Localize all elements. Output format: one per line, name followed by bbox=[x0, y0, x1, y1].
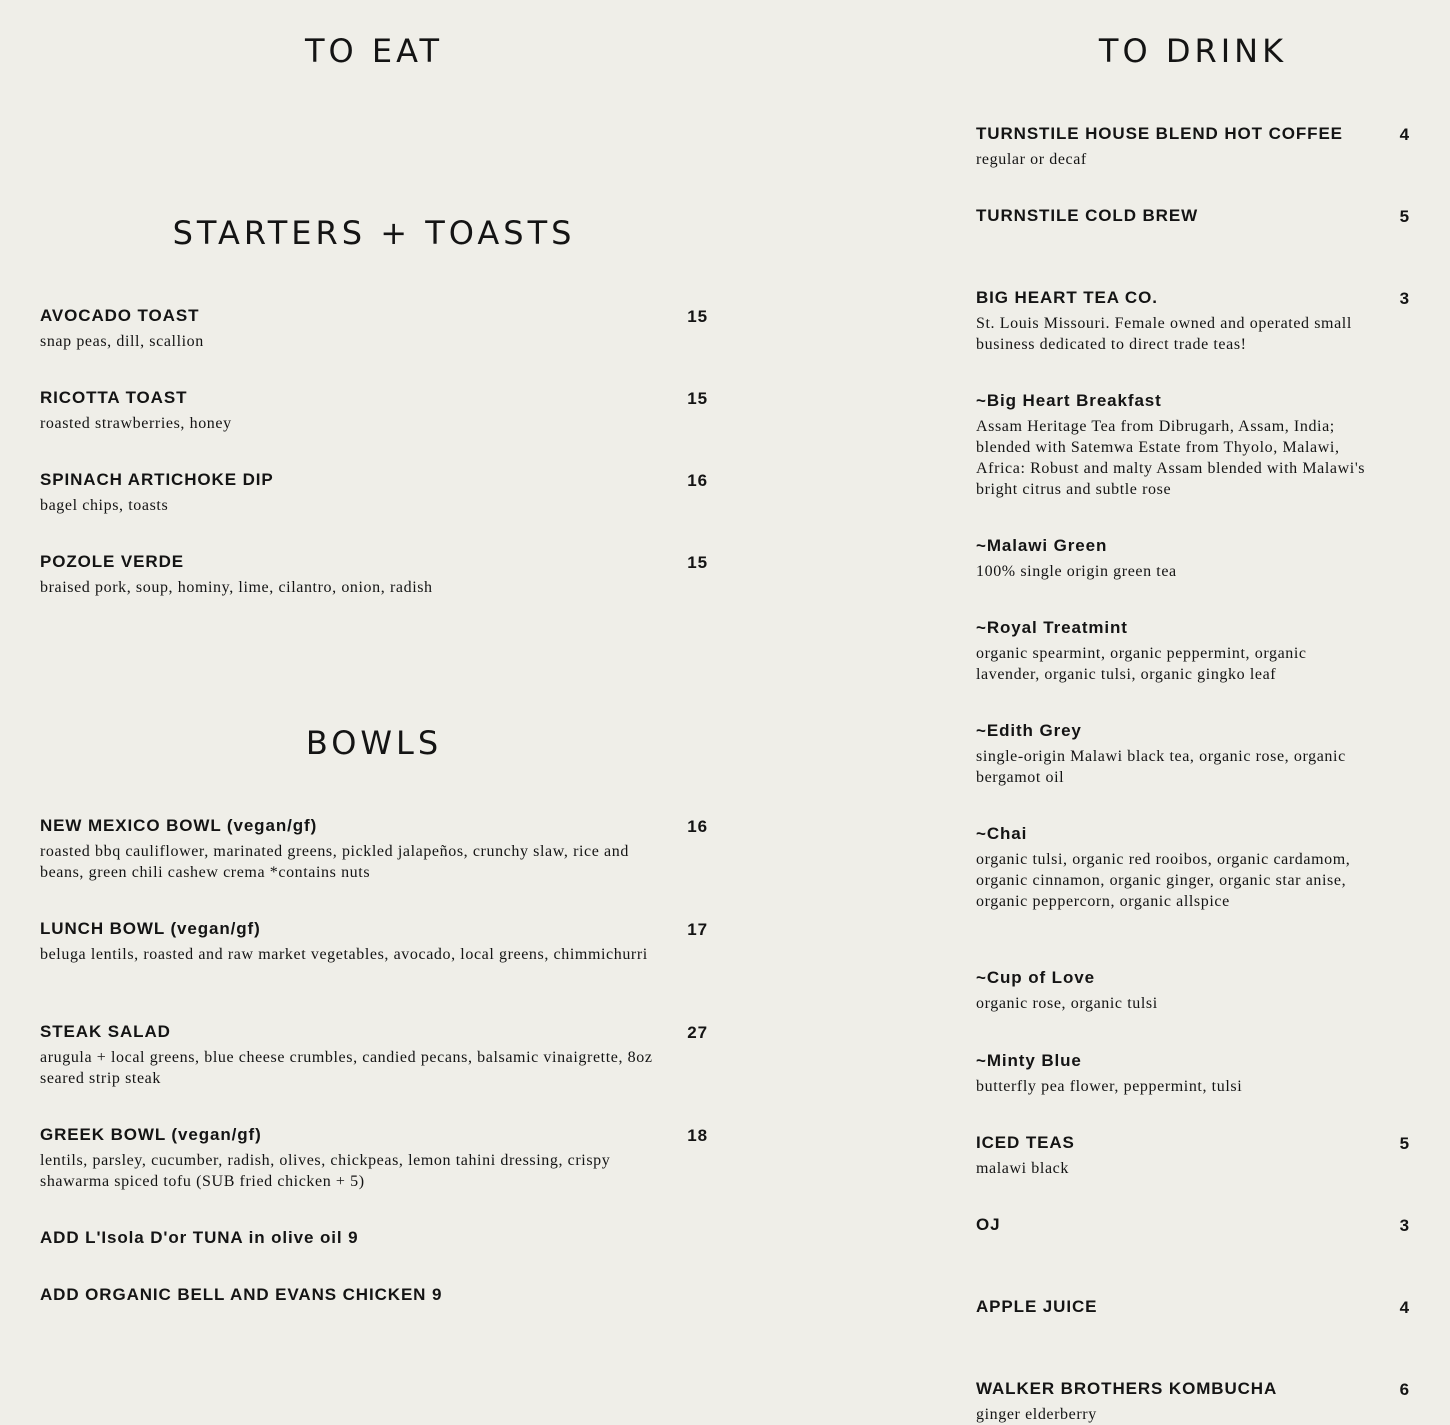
item-name: STEAK SALAD bbox=[40, 1022, 171, 1041]
item-name: LUNCH BOWL (vegan/gf) bbox=[40, 919, 261, 938]
to-drink-heading: TO DRINK bbox=[1098, 32, 1288, 70]
item-name: NEW MEXICO BOWL (vegan/gf) bbox=[40, 816, 318, 835]
addon-chicken: ADD ORGANIC BELL AND EVANS CHICKEN 9 bbox=[40, 1285, 443, 1304]
item-price: 3 bbox=[1399, 289, 1410, 308]
item-name: TURNSTILE COLD BREW bbox=[976, 206, 1199, 225]
item-name: ICED TEAS bbox=[976, 1133, 1075, 1152]
item-name: APPLE JUICE bbox=[976, 1297, 1098, 1316]
item-price: 6 bbox=[1399, 1380, 1410, 1399]
to-eat-heading: TO EAT bbox=[304, 32, 444, 70]
item-description: organic rose, organic tulsi bbox=[976, 995, 1158, 1012]
item-description: butterfly pea flower, peppermint, tulsi bbox=[976, 1078, 1243, 1095]
item-description: single-origin Malawi black tea, organic rose, organic bergamot oil bbox=[976, 748, 1346, 786]
item-name: GREEK BOWL (vegan/gf) bbox=[40, 1125, 262, 1144]
item-description: organic tulsi, organic red rooibos, organic cardamom, organic cinnamon, organic ginger, organic star anise, organic peppercorn, organic allspice bbox=[976, 851, 1351, 910]
item-name: AVOCADO TOAST bbox=[40, 306, 200, 325]
item-description: organic spearmint, organic peppermint, organic lavender, organic tulsi, organic gingko leaf bbox=[976, 645, 1307, 683]
item-price: 16 bbox=[687, 817, 708, 836]
item-price: 5 bbox=[1399, 1134, 1410, 1153]
item-price: 17 bbox=[687, 920, 708, 939]
item-name: ~Edith Grey bbox=[976, 721, 1082, 740]
item-price: 4 bbox=[1399, 1298, 1410, 1317]
addon-tuna: ADD L'Isola D'or TUNA in olive oil 9 bbox=[40, 1228, 359, 1247]
item-description: regular or decaf bbox=[976, 151, 1087, 168]
item-description: roasted strawberries, honey bbox=[40, 415, 232, 432]
item-price: 16 bbox=[687, 471, 708, 490]
item-description: arugula + local greens, blue cheese crumbles, candied pecans, balsamic vinaigrette, 8oz seared strip steak bbox=[40, 1049, 653, 1087]
item-name: TURNSTILE HOUSE BLEND HOT COFFEE bbox=[976, 124, 1343, 143]
item-name: RICOTTA TOAST bbox=[40, 388, 188, 407]
item-name: POZOLE VERDE bbox=[40, 552, 184, 571]
item-price: 15 bbox=[687, 307, 708, 326]
item-description: beluga lentils, roasted and raw market vegetables, avocado, local greens, chimmichurri bbox=[40, 946, 648, 963]
item-description: malawi black bbox=[976, 1160, 1069, 1177]
item-name: BIG HEART TEA CO. bbox=[976, 288, 1158, 307]
item-description: 100% single origin green tea bbox=[976, 563, 1177, 580]
item-description: lentils, parsley, cucumber, radish, olives, chickpeas, lemon tahini dressing, crispy shawarma spiced tofu (SUB fried chicken + 5) bbox=[40, 1152, 611, 1190]
item-description: snap peas, dill, scallion bbox=[40, 333, 204, 350]
item-price: 15 bbox=[687, 553, 708, 572]
item-description: bagel chips, toasts bbox=[40, 497, 169, 514]
item-name: ~Chai bbox=[976, 824, 1028, 843]
item-name: ~Big Heart Breakfast bbox=[976, 391, 1162, 410]
item-price: 15 bbox=[687, 389, 708, 408]
item-description: Assam Heritage Tea from Dibrugarh, Assam, India; blended with Satemwa Estate from Thyolo, Malawi, Africa: Robust and malty Assam blended with Malawi's bright citrus and subtle rose bbox=[976, 418, 1366, 498]
item-price: 18 bbox=[687, 1126, 708, 1145]
item-name: ~Royal Treatmint bbox=[976, 618, 1128, 637]
item-description: braised pork, soup, hominy, lime, cilantro, onion, radish bbox=[40, 579, 433, 596]
item-price: 27 bbox=[687, 1023, 708, 1042]
item-name: ~Minty Blue bbox=[976, 1051, 1082, 1070]
bowls-heading: BOWLS bbox=[305, 724, 443, 762]
item-name: OJ bbox=[976, 1215, 1001, 1234]
item-name: ~Cup of Love bbox=[976, 968, 1095, 987]
item-price: 5 bbox=[1399, 207, 1410, 226]
item-name: WALKER BROTHERS KOMBUCHA bbox=[976, 1379, 1278, 1398]
item-name: ~Malawi Green bbox=[976, 536, 1108, 555]
item-description: ginger elderberry bbox=[976, 1406, 1097, 1423]
starters-heading: STARTERS + TOASTS bbox=[172, 214, 576, 252]
item-description: roasted bbq cauliflower, marinated greens, pickled jalapeños, crunchy slaw, rice and beans, green chili cashew crema *contains nuts bbox=[40, 843, 629, 881]
item-price: 4 bbox=[1399, 125, 1410, 144]
item-name: SPINACH ARTICHOKE DIP bbox=[40, 470, 274, 489]
item-price: 3 bbox=[1399, 1216, 1410, 1235]
item-description: St. Louis Missouri. Female owned and operated small business dedicated to direct trade teas! bbox=[976, 315, 1352, 353]
